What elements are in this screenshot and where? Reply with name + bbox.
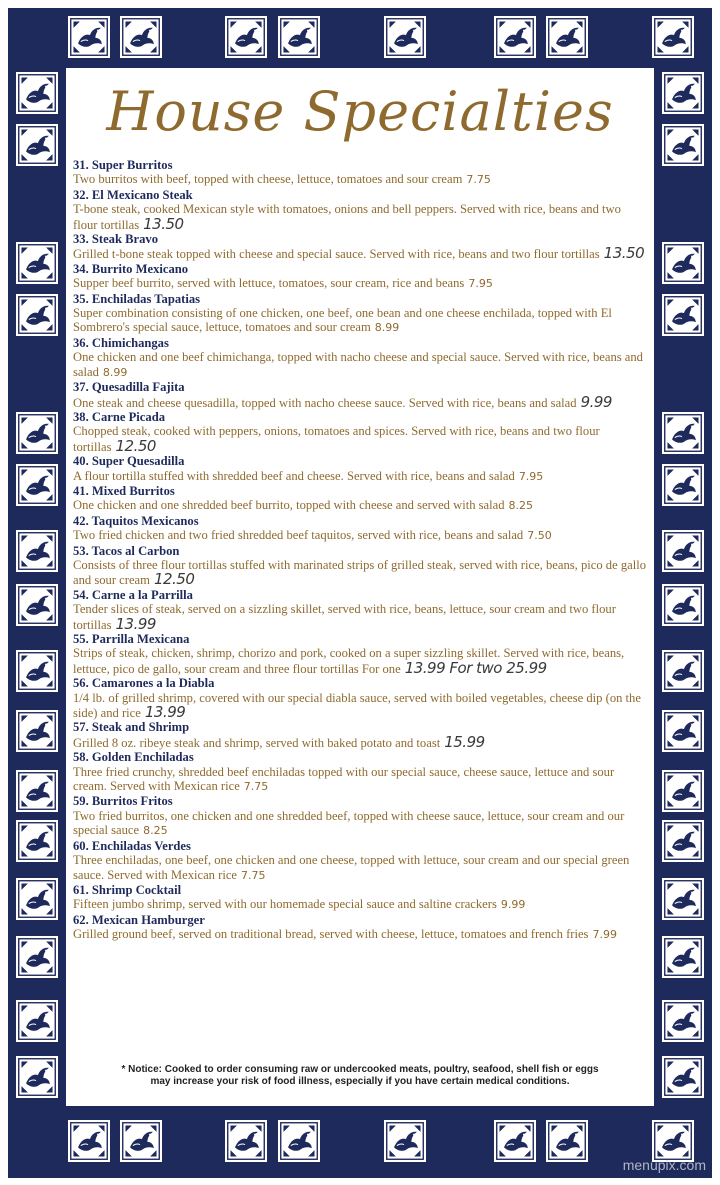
dove-tile-icon bbox=[660, 708, 706, 754]
menu-item-description-text: Two fried burritos, one chicken and one shredded beef, topped with cheese sauce, lettuce, sour cream and our special sauce bbox=[73, 808, 625, 838]
notice-line-1: * Notice: Cooked to order consuming raw or undercooked meats, poultry, seafood, shell fish or eggs bbox=[121, 1064, 599, 1075]
dove-tile-icon bbox=[14, 462, 60, 508]
menu-item-name: 58. Golden Enchiladas bbox=[73, 750, 194, 765]
menu-item-price: 7.95 bbox=[468, 277, 493, 291]
menu-item-name: 41. Mixed Burritos bbox=[73, 483, 175, 498]
menu-item bbox=[73, 336, 648, 380]
menu-item-description bbox=[73, 646, 648, 676]
menu-item-handwritten-price: 15.99 bbox=[444, 732, 485, 751]
dove-tile-icon bbox=[492, 14, 538, 60]
menu-item-handwritten-price: 13.99 For two 25.99 bbox=[404, 658, 547, 677]
menu-item-description-text: Tender slices of steak, served on a sizzling skillet, served with rice, beans, lettuce, sour cream and two flour tortillas bbox=[73, 602, 616, 632]
menu-item-name: 32. El Mexicano Steak bbox=[73, 187, 193, 202]
menu-item-description bbox=[73, 469, 648, 484]
menu-item-description bbox=[73, 350, 648, 380]
menu-item-name: 37. Quesadilla Fajita bbox=[73, 380, 185, 395]
menu-item-description bbox=[73, 246, 648, 261]
menu-item-name: 34. Burrito Mexicano bbox=[73, 261, 189, 276]
menu-item-description bbox=[73, 172, 648, 187]
menu-item-description-text: One chicken and one beef chimichanga, topped with nacho cheese and special sauce. Served with rice, beans and salad bbox=[73, 350, 643, 379]
menu-item-price: 7.75 bbox=[243, 780, 269, 794]
dove-tile-icon bbox=[14, 528, 60, 574]
dove-tile-icon bbox=[276, 1118, 322, 1164]
dove-tile-icon bbox=[14, 70, 60, 116]
menu-item-description-text: Supper beef burrito, served with lettuce, tomatoes, sour cream, rice and beans bbox=[73, 276, 465, 291]
dove-tile-icon bbox=[14, 768, 60, 814]
menu-item-description-text: Fifteen jumbo shrimp, served with our homemade special sauce and saltine crackers bbox=[73, 897, 497, 912]
page-title: House Specialties bbox=[106, 80, 614, 143]
menu-item-description bbox=[73, 897, 648, 912]
menu-item-handwritten-price: 13.50 bbox=[143, 214, 184, 233]
dove-tile-icon bbox=[660, 292, 706, 338]
dove-tile-icon bbox=[223, 14, 269, 60]
menu-item-description bbox=[73, 732, 648, 751]
menu-item bbox=[73, 292, 648, 336]
menu-item-description-text: A flour tortilla stuffed with shredded beef and cheese. Served with rice, beans and salad bbox=[73, 468, 515, 483]
menu-item-description-text: Super combination consisting of one chicken, one beef, one bean and one cheese enchilada, topped with El Sombrero's special sauce, lettuce, tomatoes and sour cream bbox=[73, 306, 612, 335]
dove-tile-icon bbox=[660, 528, 706, 574]
menu-item-name: 61. Shrimp Cocktail bbox=[73, 882, 182, 897]
dove-tile-icon bbox=[660, 70, 706, 116]
dove-tile-icon bbox=[660, 462, 706, 508]
menu-item-description bbox=[73, 392, 648, 411]
menu-item-name: 55. Parrilla Mexicana bbox=[73, 632, 190, 646]
menu-item-description-text: T-bone steak, cooked Mexican style with tomatoes, onions and bell peppers. Served with rice, beans and two flour tortillas bbox=[73, 202, 621, 232]
dove-tile-icon bbox=[14, 292, 60, 338]
menu-item-description-text: Grilled t-bone steak topped with cheese and special sauce. Served with rice, beans and two flour tortillas bbox=[73, 247, 600, 262]
dove-tile-icon bbox=[660, 648, 706, 694]
notice-line-2: may increase your risk of food illness, especially if you have certain medical conditions. bbox=[150, 1076, 570, 1087]
menu-item-description-text: Strips of steak, chicken, shrimp, chorizo and pork, cooked on a super sizzling skillet. Served with rice, beans, lettuce, pico de gallo, sour cream and three flour tortillas For one bbox=[73, 646, 625, 676]
menu-item-description bbox=[73, 528, 648, 543]
menu-item-name: 62. Mexican Hamburger bbox=[73, 912, 205, 927]
dove-tile-icon bbox=[660, 410, 706, 456]
dove-tile-icon bbox=[382, 14, 428, 60]
menu-item-handwritten-price: 12.50 bbox=[153, 570, 195, 589]
menu-item-name: 33. Steak Bravo bbox=[73, 232, 159, 247]
dove-tile-icon bbox=[14, 818, 60, 864]
dove-tile-icon bbox=[14, 998, 60, 1044]
menu-item-name: 31. Super Burritos bbox=[73, 158, 173, 172]
menu-item bbox=[73, 839, 648, 883]
menu-item-description-text: Grilled 8 oz. ribeye steak and shrimp, served with baked potato and toast bbox=[73, 735, 441, 750]
dove-tile-icon bbox=[14, 1054, 60, 1100]
dove-tile-icon bbox=[660, 876, 706, 922]
dove-tile-icon bbox=[66, 1118, 112, 1164]
menu-item bbox=[73, 410, 648, 454]
watermark: menupix.com bbox=[622, 1157, 706, 1173]
dove-tile-icon bbox=[276, 14, 322, 60]
menu-item bbox=[73, 484, 648, 514]
menu-item bbox=[73, 883, 648, 913]
menu-item-description bbox=[73, 927, 648, 942]
dove-tile-icon bbox=[660, 1054, 706, 1100]
menu-item-name: 60. Enchiladas Verdes bbox=[73, 838, 191, 853]
menu-item-description bbox=[73, 306, 648, 336]
menu-item-price: 8.99 bbox=[102, 365, 128, 379]
dove-tile-icon bbox=[66, 14, 112, 60]
food-safety-notice bbox=[66, 1064, 654, 1088]
dove-tile-icon bbox=[223, 1118, 269, 1164]
menu-item-price: 7.50 bbox=[527, 529, 552, 543]
menu-item-description bbox=[73, 276, 648, 291]
menu-item-price: 7.75 bbox=[466, 173, 491, 187]
dove-tile-icon bbox=[660, 582, 706, 628]
menu-item bbox=[73, 454, 648, 484]
menu-item bbox=[73, 750, 648, 794]
menu-item bbox=[73, 794, 648, 838]
menu-item bbox=[73, 232, 648, 262]
menu-item-description-text: 1/4 lb. of grilled shrimp, covered with our special diabla sauce, served with boiled vegetables, cheese dip (on the side) and rice bbox=[73, 690, 641, 721]
menu-item-handwritten-price: 9.99 bbox=[580, 392, 612, 411]
dove-tile-icon bbox=[492, 1118, 538, 1164]
dove-tile-icon bbox=[14, 122, 60, 168]
menu-item-description-text: Three fried crunchy, shredded beef enchiladas topped with our special sauce, cheese sauce, lettuce and sour cream. Served with Mexican rice bbox=[73, 764, 615, 794]
menu-item-description-text: One chicken and one shredded beef burrito, topped with cheese and served with salad bbox=[73, 498, 505, 513]
dove-tile-icon bbox=[14, 708, 60, 754]
menu-item-name: 35. Enchiladas Tapatias bbox=[73, 291, 201, 306]
menu-item-description bbox=[73, 853, 648, 883]
dove-tile-icon bbox=[650, 14, 696, 60]
menu-item-description bbox=[73, 424, 648, 454]
menu-item-price: 7.95 bbox=[518, 469, 544, 483]
dove-tile-icon bbox=[660, 818, 706, 864]
menu-item-price: 7.75 bbox=[241, 868, 266, 882]
dove-tile-icon bbox=[544, 1118, 590, 1164]
menu-item bbox=[73, 632, 648, 676]
menu-item-price: 9.99 bbox=[500, 898, 526, 912]
menu-item bbox=[73, 913, 648, 943]
menu-item-description-text: Chopped steak, cooked with peppers, onions, tomatoes and spices. Served with rice, beans and two flour tortillas bbox=[73, 424, 600, 454]
menu-item-description bbox=[73, 809, 648, 839]
menu-item-description bbox=[73, 202, 648, 232]
dove-tile-icon bbox=[660, 240, 706, 286]
menu-item-name: 38. Carne Picada bbox=[73, 409, 165, 424]
menu-item-description-text: Two fried chicken and two fried shredded beef taquitos, served with rice, beans and salad bbox=[73, 528, 524, 543]
menu-item bbox=[73, 380, 648, 410]
dove-tile-icon bbox=[14, 240, 60, 286]
dove-tile-icon bbox=[118, 1118, 164, 1164]
menu-item-price: 8.25 bbox=[508, 499, 534, 513]
menu-item-description bbox=[73, 498, 648, 513]
dove-tile-icon bbox=[660, 998, 706, 1044]
menu-item-price: 8.99 bbox=[374, 321, 400, 335]
menu-item bbox=[73, 262, 648, 292]
menu-item bbox=[73, 514, 648, 544]
menu-item bbox=[73, 544, 648, 588]
menu-item-name: 36. Chimichangas bbox=[73, 335, 169, 350]
dove-tile-icon bbox=[14, 648, 60, 694]
menu-panel bbox=[66, 68, 654, 1106]
menu-item-description bbox=[73, 765, 648, 795]
menu-item-description-text: Three enchiladas, one beef, one chicken and one cheese, topped with lettuce, sour cream and our special green sauce. Served with Mexican rice bbox=[73, 853, 630, 882]
menu-item-name: 53. Tacos al Carbon bbox=[73, 543, 180, 558]
dove-tile-icon bbox=[660, 768, 706, 814]
menu-item-handwritten-price: 13.99 bbox=[144, 703, 186, 722]
menu-item-description bbox=[73, 602, 648, 632]
dove-tile-icon bbox=[14, 410, 60, 456]
menu-item-description-text: Consists of three flour tortillas stuffed with marinated strips of grilled steak, served with rice, beans, pico de gallo and sour cream bbox=[73, 557, 646, 588]
menu-item-price: 7.99 bbox=[592, 928, 617, 942]
menu-item-description-text: One steak and cheese quesadilla, topped with nacho cheese sauce. Served with rice, beans and salad bbox=[73, 395, 577, 410]
menu-item-price: 8.25 bbox=[143, 824, 168, 838]
dove-tile-icon bbox=[382, 1118, 428, 1164]
dove-tile-icon bbox=[544, 14, 590, 60]
dove-tile-icon bbox=[14, 934, 60, 980]
menu-item-name: 57. Steak and Shrimp bbox=[73, 720, 190, 735]
menu-item-name: 54. Carne a la Parrilla bbox=[73, 587, 193, 602]
menu-item-name: 59. Burritos Fritos bbox=[73, 794, 173, 809]
menu-item-description bbox=[73, 691, 648, 721]
dove-tile-icon bbox=[14, 582, 60, 628]
menu-item bbox=[73, 188, 648, 232]
menu-item-name: 56. Camarones a la Diabla bbox=[73, 676, 215, 691]
menu-item-handwritten-price: 13.50 bbox=[603, 244, 645, 263]
menu-item-description bbox=[73, 558, 648, 588]
menu-item-description-text: Two burritos with beef, topped with cheese, lettuce, tomatoes and sour cream bbox=[73, 172, 463, 187]
menu-item-name: 42. Taquitos Mexicanos bbox=[73, 513, 199, 528]
dove-tile-icon bbox=[660, 934, 706, 980]
menu-item bbox=[73, 720, 648, 750]
menu-item bbox=[73, 676, 648, 720]
menu-item-name: 40. Super Quesadilla bbox=[73, 454, 185, 469]
menu-item-handwritten-price: 13.99 bbox=[115, 614, 156, 633]
menu-item-handwritten-price: 12.50 bbox=[115, 436, 156, 455]
dove-tile-icon bbox=[118, 14, 164, 60]
menu-item bbox=[73, 158, 648, 188]
dove-tile-icon bbox=[14, 876, 60, 922]
menu-item bbox=[73, 588, 648, 632]
dove-tile-icon bbox=[660, 122, 706, 168]
menu-list bbox=[73, 158, 648, 943]
menu-item-description-text: Grilled ground beef, served on traditional bread, served with cheese, lettuce, tomatoes and french fries bbox=[73, 927, 589, 942]
